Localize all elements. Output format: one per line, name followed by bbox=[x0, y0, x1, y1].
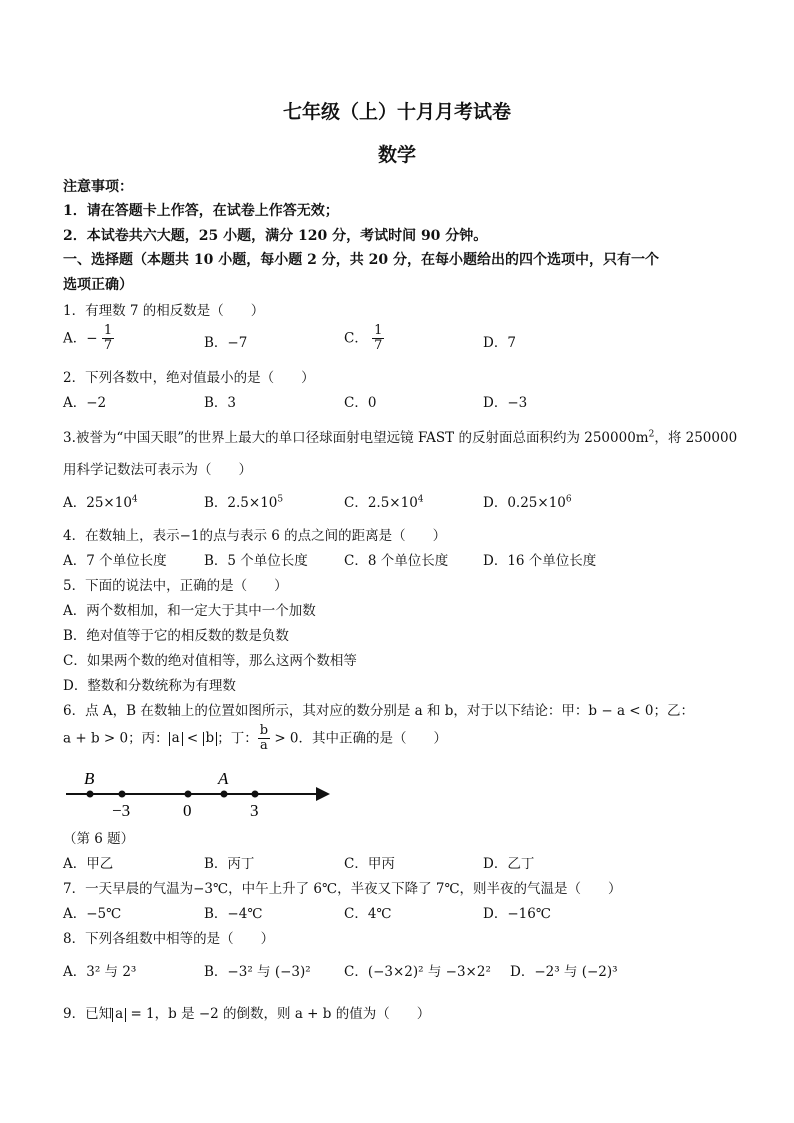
q8-stem: 8．下列各组数中相等的是（ ） bbox=[63, 931, 275, 947]
q4-option-c: C．8 个单位长度 bbox=[344, 553, 449, 569]
point-a bbox=[221, 791, 228, 798]
q7-stem: 7．一天早晨的气温为−3℃，中午上升了 6℃，半夜又下降了 7℃，则半夜的气温是（ ） bbox=[63, 881, 622, 897]
label-zero: 0 bbox=[183, 801, 192, 820]
subject-title: 数学 bbox=[377, 144, 416, 166]
q8-option-b: B．−3² 与 (−3)² bbox=[204, 964, 311, 980]
q8-option-a: A．3² 与 2³ bbox=[63, 964, 137, 980]
q7-option-d: D．−16℃ bbox=[483, 906, 551, 922]
q6-stem-line1: 6．点 A，B 在数轴上的位置如图所示，其对应的数分别是 a 和 b，对于以下结论：甲：b − a < 0；乙： bbox=[63, 703, 694, 719]
point-neg3 bbox=[119, 791, 126, 798]
note-item-2: 2．本试卷共六大题，25 小题，满分 120 分，考试时间 90 分钟。 bbox=[63, 228, 488, 244]
q1-option-c-fraction: $\frac{1}{7}$ bbox=[374, 323, 383, 354]
q1-option-d: D．7 bbox=[483, 335, 516, 351]
q1-option-c-label: C． bbox=[344, 330, 368, 347]
q1-option-c bbox=[344, 324, 384, 354]
q2-option-d: D．−3 bbox=[483, 395, 528, 411]
q3-stem-line1: 3.被誉为“中国天眼”的世界上最大的单口径球面射电望远镜 FAST 的反射面总面积约为 $250000m^2$，将 250000 bbox=[63, 429, 738, 446]
abs-b: b bbox=[203, 732, 218, 746]
page-title: 七年级（上）十月月考试卷 bbox=[282, 101, 511, 123]
q6-option-d: D．乙丁 bbox=[483, 856, 535, 872]
q3-option-d: D．$0.25\times 10^6$ bbox=[483, 494, 572, 511]
q6-fraction: $\frac{b}{a}$ bbox=[259, 723, 269, 754]
label-three: 3 bbox=[250, 801, 259, 820]
label-a: A bbox=[218, 769, 229, 788]
q6-option-c: C．甲丙 bbox=[344, 856, 395, 872]
q8-option-c: C．(−3×2)² 与 −3×2² bbox=[344, 964, 491, 980]
q5-option-a: A．两个数相加，和一定大于其中一个加数 bbox=[63, 603, 316, 619]
note-item-1: 1．请在答题卡上作答，在试卷上作答无效； bbox=[63, 203, 339, 219]
q5-option-c: C．如果两个数的绝对值相等，那么这两个数相等 bbox=[63, 653, 357, 669]
section1-heading: 一、选择题（本题共 10 小题，每小题 2 分，共 20 分，在每小题给出的四个选项中，只有一个 bbox=[63, 252, 659, 268]
q9-stem: 9．已知 a = 1，b 是 −2 的倒数，则 a + b 的值为（ ） bbox=[63, 1006, 431, 1022]
notes-heading: 注意事项： bbox=[63, 179, 133, 195]
point-zero bbox=[185, 791, 192, 798]
label-b: B bbox=[84, 769, 95, 788]
q4-option-d: D．16 个单位长度 bbox=[483, 553, 597, 569]
point-three bbox=[252, 791, 259, 798]
q7-option-c: C．4℃ bbox=[344, 906, 392, 922]
q2-option-b: B．3 bbox=[204, 395, 237, 411]
point-b bbox=[87, 791, 94, 798]
q1-option-a-label: A．− bbox=[63, 330, 98, 347]
q4-stem: 4．在数轴上，表示−1的点与表示 6 的点之间的距离是（ ） bbox=[63, 528, 447, 544]
q3-option-b: B．$2.5\times 10^5$ bbox=[204, 494, 284, 511]
q6-number-line-figure bbox=[60, 764, 340, 824]
q2-stem: 2．下列各数中，绝对值最小的是（ ） bbox=[63, 370, 315, 386]
q6-figure-caption: （第 6 题） bbox=[63, 831, 135, 847]
abs-a: a bbox=[169, 732, 183, 746]
q4-option-b: B．5 个单位长度 bbox=[204, 553, 308, 569]
q5-stem: 5．下面的说法中，正确的是（ ） bbox=[63, 578, 288, 594]
section1-heading-cont: 选项正确） bbox=[63, 277, 133, 293]
q2-option-a: A．−2 bbox=[63, 395, 107, 411]
q3-option-a: A．$25\times 10^4$ bbox=[63, 494, 138, 511]
q4-option-a: A．7 个单位长度 bbox=[63, 553, 167, 569]
q1-option-b: B．−7 bbox=[204, 335, 248, 351]
q6-option-a: A．甲乙 bbox=[63, 856, 114, 872]
q7-option-a: A．−5℃ bbox=[63, 906, 122, 922]
q8-option-d: D．−2³ 与 (−2)³ bbox=[510, 964, 618, 980]
q6-option-b: B．丙丁 bbox=[204, 856, 255, 872]
q7-option-b: B．−4℃ bbox=[204, 906, 263, 922]
q1-option-a-fraction: $\frac{1}{7}$ bbox=[103, 323, 113, 354]
q5-option-b: B．绝对值等于它的相反数的数是负数 bbox=[63, 628, 289, 644]
label-neg3: −3 bbox=[112, 801, 131, 820]
q9-abs-a: a bbox=[112, 1008, 126, 1022]
q1-stem: 1．有理数 7 的相反数是（ ） bbox=[63, 303, 265, 319]
q3-stem-line2: 用科学记数法可表示为（ ） bbox=[63, 462, 252, 478]
q5-option-d: D．整数和分数统称为有理数 bbox=[63, 678, 236, 694]
q6-stem-line2: a + b > 0；丙： a < b ；丁： $\frac{b}{a}$ > 0．其中正确的是（ ） bbox=[63, 723, 448, 754]
q1-option-a bbox=[63, 324, 114, 354]
q3-option-c: C．$2.5\times 10^4$ bbox=[344, 494, 424, 511]
q2-option-c: C．0 bbox=[344, 395, 377, 411]
number-line-arrow-icon bbox=[316, 787, 330, 801]
